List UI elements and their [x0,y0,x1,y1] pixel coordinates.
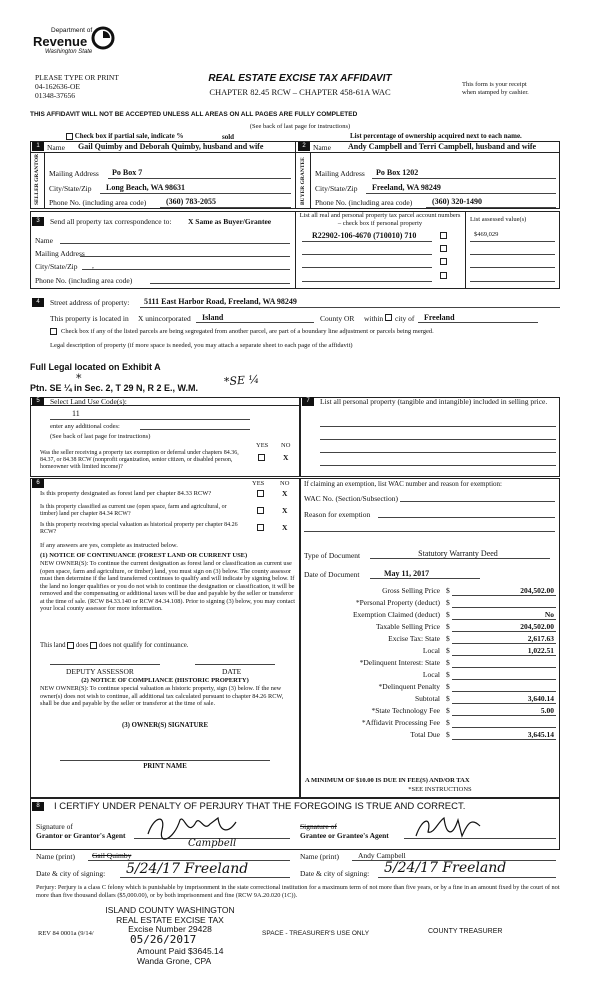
form-code-2: 01348-37656 [35,91,75,100]
current-use-no-answer: X [282,506,288,515]
table-row [304,598,556,610]
seller-phone-label: Phone No. (including area code) [49,198,147,207]
grantee-signature-icon [410,812,490,842]
doc-type-label: Type of Document [304,551,361,560]
deferral-no-answer: X [283,453,289,462]
historic-no-answer: X [282,523,288,532]
seller-mail: Po Box 7 [112,168,143,177]
reason-label: Reason for exemption [304,510,371,519]
doc-type-value: Statutory Warranty Deed [418,549,498,558]
parcel-personal-checkbox-4[interactable] [440,272,447,279]
partial-sale-label: Check box if partial sale, indicate % [74,132,184,140]
section-2-number: 2 [298,142,310,151]
doc-date-label: Date of Document [304,570,360,579]
this-land-row [40,642,188,649]
land-use-code: 11 [72,409,80,418]
sold-label: sold [222,133,235,141]
warning-text: THIS AFFIDAVIT WILL NOT BE ACCEPTED UNLESS ALL AREAS ON ALL PAGES ARE FULLY COMPLETED [30,111,358,118]
perjury-text: Perjury: Perjury is a class C felony which is punishable by imprisonment in the state correctional institution for a maximum term of not more than five years, or by a fine in an amount fixed by the court of not more than five thousand dollars ($5,000.00), or by both imprisonment and fine (RCW 9A.20.020 (1C)). [36,884,560,899]
assessed-value: $469,029 [474,231,499,238]
seller-mail-label: Mailing Address [49,169,99,178]
unincorporated-label: X unincorporated [138,314,191,323]
tax-dollar-sign: $ [446,706,450,715]
stamp-date: 05/26/2017 [130,933,197,946]
tax-dollar-sign: $ [446,646,450,655]
seller-name: Gail Quimby and Deborah Quimby, husband and wife [78,142,264,151]
tax-row-value: 2,617.63 [527,634,554,643]
stamp-line-1: ISLAND COUNTY WASHINGTON [105,905,235,915]
legal-desc-label: Legal description of property (if more space is needed, you may attach a separate sheet to each page of the affidavit) [50,342,353,349]
list-pct-label: List percentage of ownership acquired next to each name. [350,132,522,140]
section-8-number: 8 [32,802,44,811]
tax-dollar-sign: $ [446,694,450,703]
parcel-personal-checkbox-3[interactable] [440,258,447,265]
current-use-yes-checkbox[interactable] [257,507,264,514]
stamp-signer: Wanda Grone, CPA [137,956,212,966]
table-row [304,706,556,718]
buyer-phone-label: Phone No. (including area code) [315,198,413,207]
tax-dollar-sign: $ [446,622,450,631]
section-3-number: 3 [32,217,44,226]
partial-sale-row [66,132,183,140]
table-row [304,718,556,730]
buyer-side-label: BUYER GRANTEE [300,157,306,205]
logo-line3: Washington State [45,49,93,55]
does-checkbox[interactable] [67,642,74,649]
s3-mail-label: Mailing Address [35,249,85,258]
within-label: within [364,314,384,323]
tax-row-value: 3,640.14 [527,694,554,703]
dor-logo [33,26,123,62]
seller-city: Long Beach, WA 98631 [106,183,185,192]
grantor-handwritten-name: Campbell [188,838,237,849]
section-5-number: 5 [32,397,44,406]
buyer-name: Andy Campbell and Terri Campbell, husband and wife [348,142,537,151]
table-row [304,610,556,622]
personal-property-label: List all personal property (tangible and intangible) included in selling price. [320,397,548,406]
s5-no-header: NO [281,442,291,449]
grantee-date-label: Date & city of signing: [300,869,370,878]
tax-row-label: *State Technology Fee [371,706,440,715]
table-row [304,730,556,742]
tax-row-label: Local [422,646,440,655]
minimum-due-text: A MINIMUM OF $10.00 IS DUE IN FEE(S) AND/OR TAX [305,777,470,784]
tax-row-value: No [544,610,554,619]
deferral-yes-checkbox[interactable] [258,454,265,461]
grantee-agent-label: Grantee or Grantee's Agent [300,831,389,840]
parcel-number: R22902-106-4670 (710010) 710 [312,231,417,240]
tax-row-label: Excise Tax: State [388,634,440,643]
parcel-personal-checkbox-2[interactable] [440,245,447,252]
tax-row-value: 1,022.51 [527,646,554,655]
tax-row-label: *Delinquent Penalty [378,682,440,691]
city-of-label: city of [395,314,415,323]
current-use-question: Is this property classified as current use (open space, farm and agricultural, or timber) land per chapter 84.34 RCW? [40,504,227,517]
buyer-mail-label: Mailing Address [315,169,365,178]
segregated-checkbox[interactable] [50,328,57,335]
does-label: does [75,642,89,650]
notice1-text: NEW OWNER(S): To continue the current designation as forest land or classification as current use (open space, farm and agriculture, or timber) land, you must sign on (3) below. The county assessor must then determine if the land transferred continues to qualify and will indicate by signing below. If the land no longer qualifies or you do not wish to continue the designation or classification, it will be removed and the compensating or additional taxes will be due and payable by the seller or transferor at the time of sale. (RCW 84.33.140 or RCW 84.34.108). Prior to signing (3) below, you may contact your local county assessor for more information. [40,560,296,612]
grantee-name-label: Name (print) [300,852,339,861]
grantee-sig-of: Signature of [300,822,337,831]
grantee-date-city: 5/24/17 Freeland [384,860,507,876]
seller-phone: (360) 783-2055 [166,197,216,206]
buyer-name-label: Name [313,143,331,152]
assessed-header: List assessed value(s) [470,216,527,223]
forest-no-answer: X [282,489,288,498]
seller-name-label: Name [47,143,65,152]
full-legal: Full Legal located on Exhibit A [30,362,161,372]
forest-question: Is this property designated as forest land per chapter 84.33 RCW? [40,490,212,497]
this-land-label: This land [40,642,66,650]
section-1-number: 1 [32,142,44,151]
please-type: PLEASE TYPE OR PRINT [35,73,119,82]
grantor-sig-of: Signature of [36,822,73,831]
table-row [304,634,556,646]
grantor-name-print: Gail Quimby [92,851,132,860]
legal-handwritten-note: *SE ¼ [223,372,260,389]
partial-sale-checkbox[interactable] [66,133,73,140]
stamp-amount: Amount Paid $3645.14 [137,946,224,956]
buyer-phone: (360) 320-1490 [432,197,482,206]
tax-dollar-sign: $ [446,598,450,607]
does-not-checkbox[interactable] [90,642,97,649]
seller-city-label: City/State/Zip [49,184,92,193]
deputy-assessor-label: DEPUTY ASSESSOR [66,667,134,676]
form-code-1: 04-162636-OE [35,82,80,91]
parcel-header: List all real and personal property tax parcel account numbers – check box if personal property [299,212,461,227]
tax-row-label: Taxable Selling Price [375,622,440,631]
notice2-text: NEW OWNER(S): To continue special valuation as historic property, sign (3) below. If the new owner(s) does not wish to continue, all additional tax calculated pursuant to chapter 84.26 RCW, shall be due and payable by the seller or transferor at the time of sale. [40,685,284,707]
s3-city-label: City/State/Zip [35,262,78,271]
page-title: REAL ESTATE EXCISE TAX AFFIDAVIT [208,73,392,84]
s6-yes-header: YES [252,480,265,487]
tax-dollar-sign: $ [446,682,450,691]
tax-dollar-sign: $ [446,718,450,727]
s3-name-label: Name [35,236,53,245]
receipt-note-2: when stamped by cashier. [462,89,529,96]
county-value: Island [202,313,224,322]
county-treasurer: COUNTY TREASURER [428,928,503,935]
tax-dollar-sign: $ [446,670,450,679]
tax-row-label: Local [422,670,440,679]
does-not-label: does not qualify for continuance. [98,642,189,650]
owner-signature-label: (3) OWNER(S) SIGNATURE [122,722,208,729]
city-value: Freeland [424,313,455,322]
tax-row-label: Exemption Claimed (deduct) [352,610,440,619]
legal-asterisk: * [76,372,82,385]
tax-row-label: Gross Selling Price [382,586,440,595]
logo-line2: Revenue [33,34,88,49]
city-of-checkbox[interactable] [385,314,392,321]
tax-row-label: *Personal Property (deduct) [355,598,440,607]
wac-label: WAC No. (Section/Subsection) [304,494,398,503]
tax-row-value: 204,502.00 [520,586,554,595]
tax-row-label: Subtotal [414,694,440,703]
county-or-label: County OR [320,314,355,323]
table-row [304,658,556,670]
correspondence-label: Send all property tax correspondence to: [50,217,172,226]
notice1-title: (1) NOTICE OF CONTINUANCE (FOREST LAND OR CURRENT USE) [40,552,248,559]
exemption-label: If claiming an exemption, list WAC number and reason for exemption: [304,480,502,488]
certify-statement: I CERTIFY UNDER PENALTY OF PERJURY THAT THE FOREGOING IS TRUE AND CORRECT. [54,801,466,812]
rev-code: REV 84 0001a (9/14/ [38,930,94,937]
street-address: 5111 East Harbor Road, Freeland, WA 98249 [144,297,297,306]
print-name-label: PRINT NAME [143,763,187,770]
street-label: Street address of property: [50,298,130,307]
stamp-line-2: REAL ESTATE EXCISE TAX [116,914,224,925]
deferral-question: Was the seller receiving a property tax exemption or deferral under chapters 84.36, 84.37, or 84.38 RCW (nonprofit organization, senior citizen, or disabled person, homeowner with limited income)? [40,450,239,470]
tax-dollar-sign: $ [446,586,450,595]
table-row [304,694,556,706]
tax-dollar-sign: $ [446,610,450,619]
tax-row-value: 204,502.00 [520,622,554,631]
grantor-date-label: Date & city of signing: [36,869,106,878]
tax-row-label: *Affidavit Processing Fee [361,718,440,727]
legal-ptn: Ptn. SE ¼ in Sec. 2, T 29 N, R 2 E., W.M. [30,383,199,393]
tax-dollar-sign: $ [446,658,450,667]
tax-row-label: *Delinquent Interest: State [359,658,440,667]
s5-yes-header: YES [256,442,269,449]
date-label: DATE [222,667,242,676]
see-back-text: (See back of last page for instructions) [249,123,351,130]
section-7-number: 7 [302,397,314,406]
grantor-agent-label: Grantor or Grantor's Agent [36,831,126,840]
buyer-mail: Po Box 1202 [376,168,419,177]
see-instructions: *SEE INSTRUCTIONS [408,786,472,793]
table-row [304,682,556,694]
page-subtitle: CHAPTER 82.45 RCW – CHAPTER 458-61A WAC [209,87,391,97]
s6-no-header: NO [280,480,290,487]
if-yes-text: If any answers are yes, complete as instructed below. [40,542,178,549]
stamp-line-3: Excise Number 29428 [128,924,212,934]
tax-dollar-sign: $ [446,634,450,643]
treasurer-use: SPACE - TREASURER'S USE ONLY [262,930,370,937]
parcel-personal-checkbox-1[interactable] [440,232,447,239]
grantor-date-city: 5/24/17 Freeland [126,861,249,877]
table-row [304,586,556,598]
logo-line1: Department of [51,27,93,34]
table-row [304,622,556,634]
table-row [304,646,556,658]
seller-side-label: SELLER GRANTOR [34,153,40,205]
located-label: This property is located in [50,314,129,323]
doc-date-value: May 11, 2017 [384,569,430,578]
receipt-note-1: This form is your receipt [462,81,527,88]
additional-codes-label: enter any additional codes: [50,423,120,430]
s5-see-back: (See back of last page for instructions) [50,433,151,440]
historic-yes-checkbox[interactable] [257,524,264,531]
forest-yes-checkbox[interactable] [257,490,264,497]
grantor-name-label: Name (print) [36,852,75,861]
buyer-city: Freeland, WA 98249 [372,183,441,192]
notice2-title: (2) NOTICE OF COMPLIANCE (HISTORIC PROPERTY) [81,677,249,684]
section-6-number: 6 [32,479,44,488]
buyer-city-label: City/State/Zip [315,184,358,193]
same-as-buyer: X Same as Buyer/Grantee [188,217,272,226]
tax-row-value: 5.00 [540,706,554,715]
grantee-name-print: Andy Campbell [358,851,406,860]
s3-phone-label: Phone No. (including area code) [35,276,133,285]
section-4-number: 4 [32,298,44,307]
table-row [304,670,556,682]
excise-stamp [100,906,240,935]
historic-question: Is this property receiving special valuation as historical property per chapter 84.26 RCW? [40,522,238,535]
tax-dollar-sign: $ [446,730,450,739]
dor-emblem-icon [91,26,115,50]
segregated-label: Check box if any of the listed parcels are being segregated from another parcel, are part of a boundary line adjustment or parcels being merged. [61,328,434,335]
tax-row-label: Total Due [410,730,440,739]
s3-city-value: , [92,261,94,270]
tax-row-value: 3,645.14 [527,730,554,739]
land-use-label: Select Land Use Code(s): [50,397,127,406]
